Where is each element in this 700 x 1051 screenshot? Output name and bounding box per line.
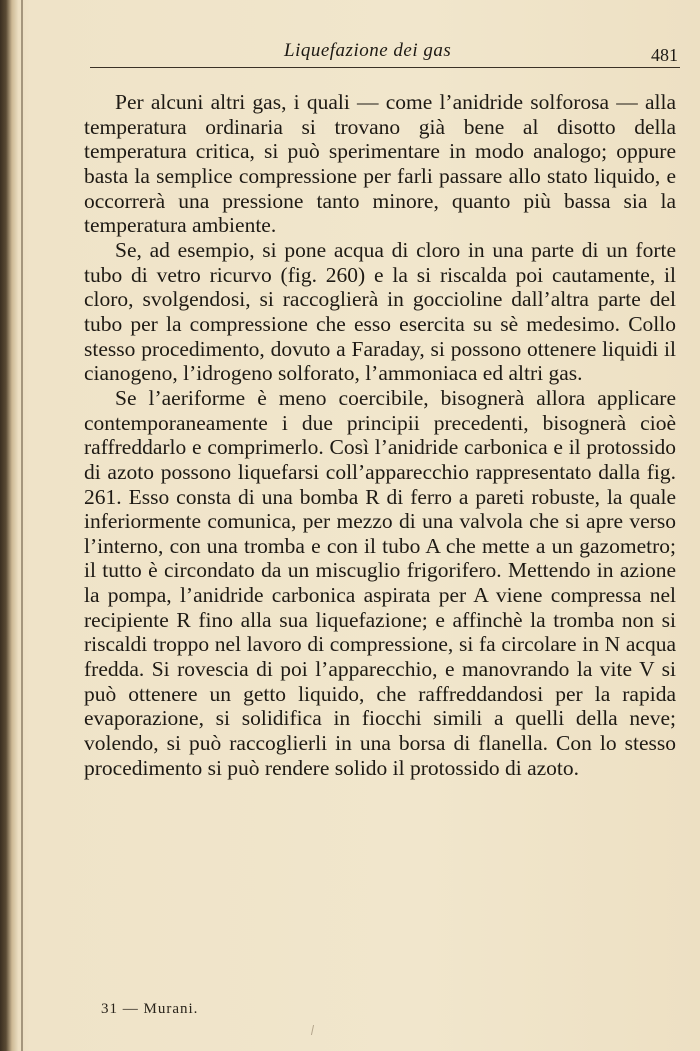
running-header xyxy=(90,36,680,68)
header-rule xyxy=(90,67,680,68)
signature-mark: 31 — Murani. xyxy=(101,1001,199,1017)
paragraph-3: Se l’aeriforme è meno coercibile, bisognerà allora applicare contemporaneamente i due principii precedenti, bisognerà cioè raffreddarlo e comprimerlo. Così l’anidride carbonica e il protossido di azoto possono liquefarsi coll’apparecchio rappresentato dalla fig. 261. Esso consta di una bomba R di ferro a pareti robuste, la quale inferiormente comunica, per mezzo di una valvola che si apre verso l’interno, con una tromba e con il tubo A che mette a un gazometro; il tutto è circondato da un miscuglio frigorifero. Mettendo in azione la pompa, l’anidride carbonica aspirata per A viene compressa nel recipiente R fino alla sua liquefazione; e affinchè la tromba non si riscaldi troppo nel lavoro di compressione, si fa circolare in N acqua fredda. Si rovescia di poi l’apparecchio, e manovrando la vite V si può ottenere un getto liquido, che raffreddandosi per la rapida evaporazione, si solidifica in fiocchi simili a quelli della neve; volendo, si può raccoglierli in una borsa di flanella. Con lo stesso procedimento si può rendere solido il protossido di azoto. xyxy=(84,385,676,780)
page-number: 481 xyxy=(651,45,678,65)
running-title: Liquefazione dei gas xyxy=(284,40,452,61)
binding-edge-line xyxy=(21,0,23,1051)
body-text xyxy=(84,90,676,780)
ink-mark xyxy=(311,1025,318,1035)
paragraph-1: Per alcuni altri gas, i quali — come l’anidride solforosa — alla temperatura ordinaria si trovano già bene al disotto della temperatura critica, si può sperimentare in modo analogo; oppure basta la semplice compressione per farli passare allo stato liquido, e occorrerà una pressione tanto minore, quanto più bassa sia la temperatura ambiente. xyxy=(84,90,676,238)
paragraph-2: Se, ad esempio, si pone acqua di cloro in una parte di un forte tubo di vetro ricurvo (fig. 260) e la si riscalda poi cautamente, il cloro, svolgendosi, si raccoglierà in goccioline dall’altra parte del tubo per la compressione che esso esercita su sè medesimo. Collo stesso procedimento, dovuto a Faraday, si possono ottenere liquidi il cianogeno, l’idrogeno solforato, l’ammoniaca ed altri gas. xyxy=(84,237,676,386)
book-binding xyxy=(0,0,18,1051)
